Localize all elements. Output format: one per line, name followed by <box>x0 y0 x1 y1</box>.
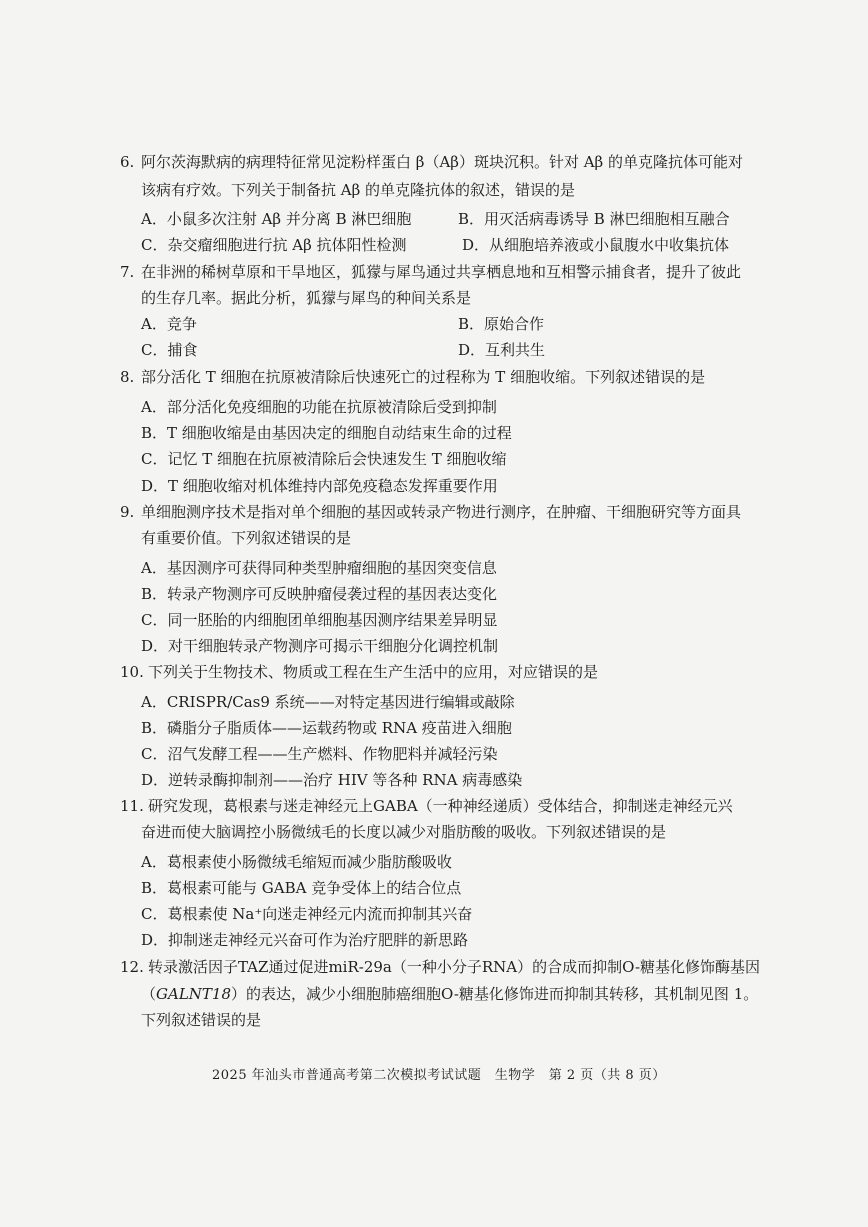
option-b: B．原始合作 <box>458 315 545 333</box>
option-d: D．T 细胞收缩对机体维持内部免疫稳态发挥重要作用 <box>141 477 498 495</box>
option-a: A．竞争 <box>141 315 197 333</box>
option-b: B．葛根素可能与 GABA 竞争受体上的结合位点 <box>141 879 462 897</box>
option-b: B．转录产物测序可反映肿瘤侵袭过程的基因表达变化 <box>141 585 498 603</box>
option-c: C．同一胚胎的内细胞团单细胞基因测序结果差异明显 <box>141 611 498 629</box>
question-stem-line: 在非洲的稀树草原和干旱地区，狐獴与犀鸟通过共享栖息地和互相警示捕食者，提升了彼此 <box>141 263 742 281</box>
option-c: C．捕食 <box>141 341 198 359</box>
question-number: 12. <box>120 958 144 976</box>
question-number: 8. <box>120 368 135 386</box>
question-stem-line: 下列关于生物技术、物质或工程在生产生活中的应用，对应错误的是 <box>148 663 599 681</box>
page-footer: 2025 年汕头市普通高考第二次模拟考试试题 生物学 第 2 页（共 8 页） <box>212 1068 666 1083</box>
question-stem-line: 研究发现，葛根素与迷走神经元上GABA（一种神经递质）受体结合，抑制迷走神经元兴 <box>148 797 733 815</box>
option-d: D．互利共生 <box>458 341 546 359</box>
option-b: B．T 细胞收缩是由基因决定的细胞自动结束生命的过程 <box>141 424 512 442</box>
question-stem-line: 有重要价值。下列叙述错误的是 <box>141 529 352 547</box>
question-number: 7. <box>120 263 135 281</box>
paren-open: （ <box>141 985 157 1003</box>
question-stem-line: 该病有疗效。下列关于制备抗 Aβ 的单克隆抗体的叙述，错误的是 <box>141 181 576 199</box>
stem-text: ）的表达，减少小细胞肺癌细胞O-糖基化修饰进而抑制其转移，其机制见图 1。 <box>231 985 759 1003</box>
option-c: C．杂交瘤细胞进行抗 Aβ 抗体阳性检测 <box>141 236 407 254</box>
question-stem-line: 的生存几率。据此分析，狐獴与犀鸟的种间关系是 <box>141 289 472 307</box>
option-a: A．CRISPR/Cas9 系统——对特定基因进行编辑或敲除 <box>141 693 515 711</box>
option-c: C．沼气发酵工程——生产燃料、作物肥料并减轻污染 <box>141 745 498 763</box>
question-stem-line: 部分活化 T 细胞在抗原被清除后快速死亡的过程称为 T 细胞收缩。下列叙述错误的是 <box>141 368 706 386</box>
option-b: B．用灭活病毒诱导 B 淋巴细胞相互融合 <box>458 210 730 228</box>
option-b: B．磷脂分子脂质体——运载药物或 RNA 疫苗进入细胞 <box>141 719 512 737</box>
option-a: A．葛根素使小肠微绒毛缩短而减少脂肪酸吸收 <box>141 853 452 871</box>
question-number: 9. <box>120 503 135 521</box>
option-d: D．逆转录酶抑制剂——治疗 HIV 等各种 RNA 病毒感染 <box>141 771 523 789</box>
question-stem-line: 阿尔茨海默病的病理特征常见淀粉样蛋白 β（Aβ）斑块沉积。针对 Aβ 的单克隆抗体可能对 <box>141 153 743 171</box>
question-stem-line: 单细胞测序技术是指对单个细胞的基因或转录产物进行测序，在肿瘤、干细胞研究等方面具 <box>141 503 742 521</box>
option-d: D．从细胞培养液或小鼠腹水中收集抗体 <box>462 236 730 254</box>
question-stem-line: 转录激活因子TAZ通过促进miR-29a（一种小分子RNA）的合成而抑制O-糖基化修饰酶基因 <box>148 958 761 976</box>
option-a: A．部分活化免疫细胞的功能在抗原被清除后受到抑制 <box>141 398 497 416</box>
option-a: A．小鼠多次注射 Aβ 并分离 B 淋巴细胞 <box>141 210 412 228</box>
option-d: D．抑制迷走神经元兴奋可作为治疗肥胖的新思路 <box>141 931 469 949</box>
question-number: 11. <box>120 797 144 815</box>
question-number: 10. <box>120 663 144 681</box>
question-number: 6. <box>120 153 135 171</box>
question-stem-line: 下列叙述错误的是 <box>141 1011 262 1029</box>
question-stem-line: 奋进而使大脑调控小肠微绒毛的长度以减少对脂肪酸的吸收。下列叙述错误的是 <box>141 823 667 841</box>
option-c: C．葛根素使 Na⁺向迷走神经元内流而抑制其兴奋 <box>141 905 473 923</box>
option-d: D．对干细胞转录产物测序可揭示干细胞分化调控机制 <box>141 637 499 655</box>
gene-name: GALNT18 <box>156 985 232 1003</box>
option-c: C．记忆 T 细胞在抗原被清除后会快速发生 T 细胞收缩 <box>141 450 507 468</box>
option-a: A．基因测序可获得同种类型肿瘤细胞的基因突变信息 <box>141 559 497 577</box>
question-stem-line <box>141 984 758 1004</box>
